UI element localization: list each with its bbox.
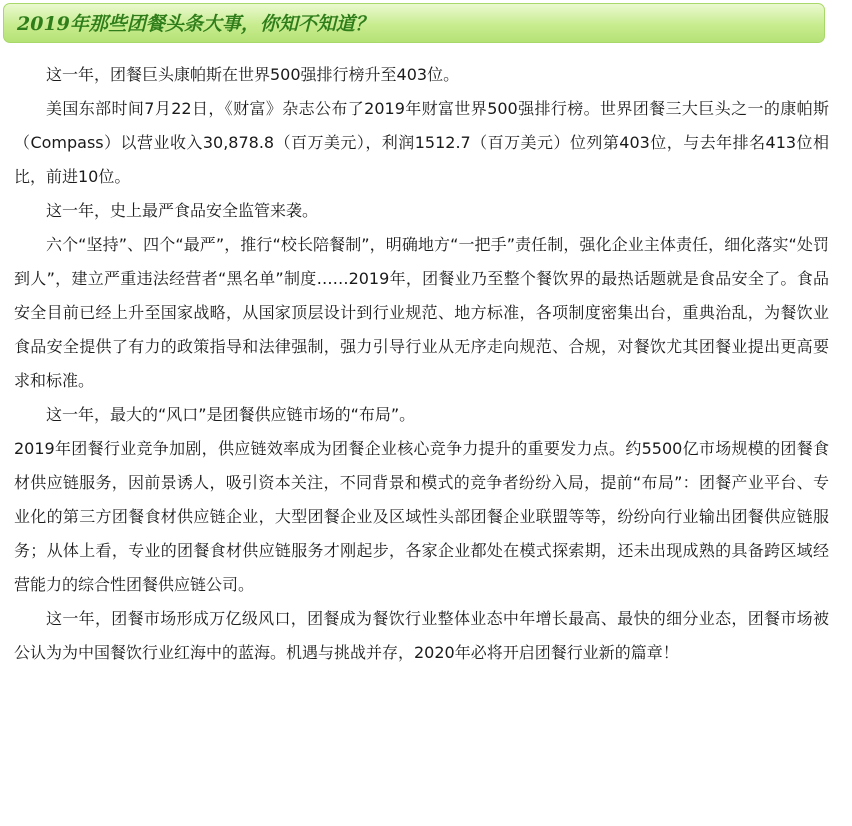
title-banner	[3, 3, 825, 43]
article-title: 2019年那些团餐头条大事，你知不知道？	[17, 13, 374, 35]
paragraph-supply-chain-detail: 2019年团餐行业竞争加剧，供应链效率成为团餐企业核心竞争力提升的重要发力点。约5500亿市场规模的团餐食材供应链服务，因前景诱人，吸引资本关注，不同背景和模式的竞争者纷纷入局，提前“布局”：团餐产业平台、专业化的第三方团餐食材供应链企业，大型团餐企业及区域性头部团餐企业联盟等等，纷纷向行业输出团餐供应链服务；从体上看，专业的团餐食材供应链服务才刚起步，各家企业都处在模式探索期，还未出现成熟的具备跨区域经营能力的综合性团餐供应链公司。	[14, 439, 829, 594]
article-body	[14, 58, 829, 670]
paragraph-supply-chain-heading: 这一年，最大的“风口”是团餐供应链市场的“布局”。	[46, 405, 416, 424]
paragraph-food-safety-heading: 这一年，史上最严食品安全监管来袭。	[46, 201, 319, 220]
paragraph-food-safety-detail: 六个“坚持”、四个“最严”，推行“校长陪餐制”，明确地方“一把手”责任制，强化企业主体责任，细化落实“处罚到人”，建立严重违法经营者“黑名单”制度……2019年，团餐业乃至整个餐饮界的最热话题就是食品安全了。食品安全目前已经上升至国家战略，从国家顶层设计到行业规范、地方标准，各项制度密集出台，重典治乱，为餐饮业食品安全提供了有力的政策指导和法律强制，强力引导行业从无序走向规范、合规，对餐饮尤其团餐业提出更高要求和标准。	[14, 235, 829, 390]
paragraph-market-outlook: 这一年，团餐市场形成万亿级风口，团餐成为餐饮行业整体业态中年增长最高、最快的细分业态，团餐市场被公认为为中国餐饮行业红海中的蓝海。机遇与挑战并存，2020年必将开启团餐行业新的篇章！	[14, 609, 829, 662]
paragraph-compass-ranking: 这一年，团餐巨头康帕斯在世界500强排行榜升至403位。	[46, 65, 460, 84]
paragraph-fortune-500: 美国东部时间7月22日，《财富》杂志公布了2019年财富世界500强排行榜。世界团餐三大巨头之一的康帕斯（Compass）以营业收入30,878.8（百万美元），利润1512.7（百万美元）位列第403位，与去年排名413位相比，前进10位。	[14, 99, 829, 186]
